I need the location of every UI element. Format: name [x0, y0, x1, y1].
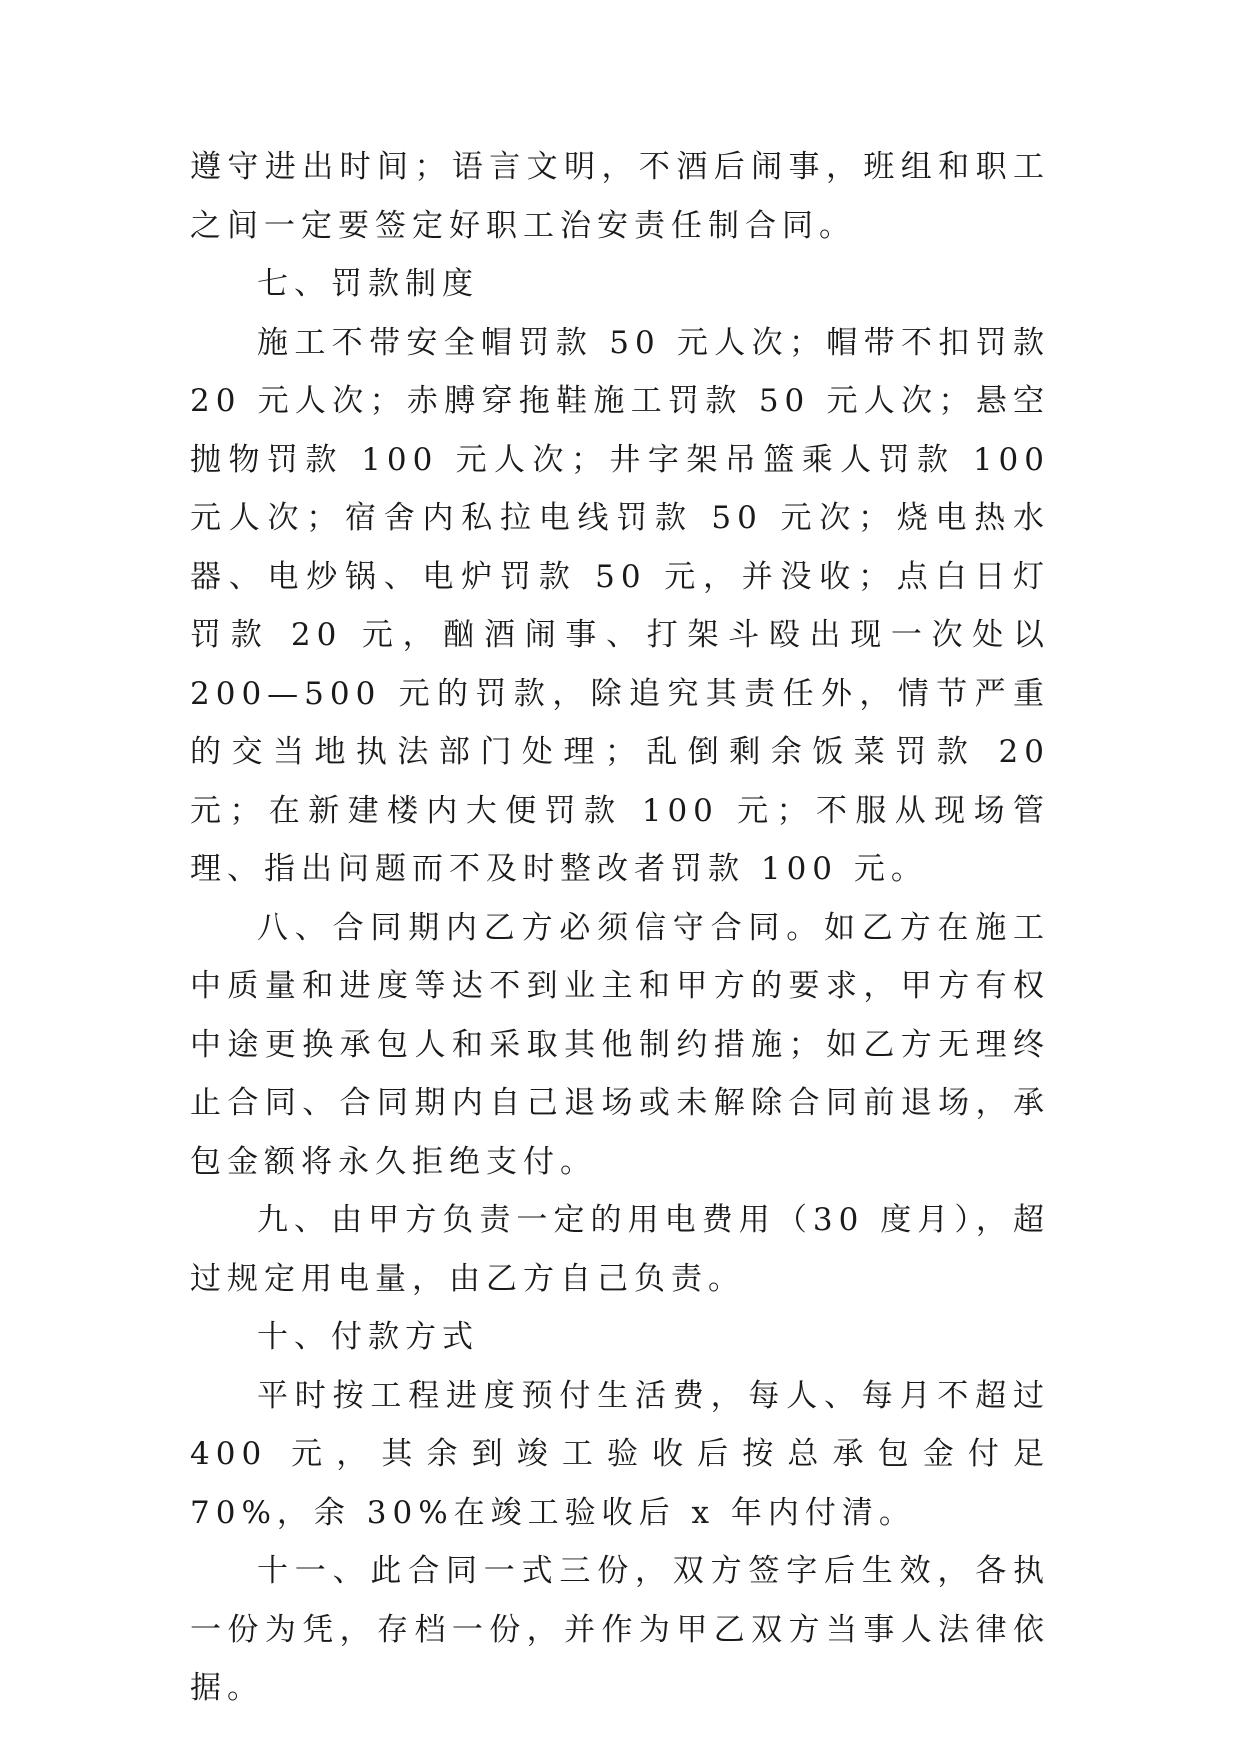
paragraph-payment: 平时按工程进度预付生活费，每人、每月不超过 400 元，其余到竣工验收后按总承包金付足 70%，余 30%在竣工验收后 x 年内付清。 [190, 1377, 1050, 1531]
document-page [190, 138, 1050, 1718]
paragraph-clause-eight: 八、合同期内乙方必须信守合同。如乙方在施工中质量和进度等达不到业主和甲方的要求，甲方有权中途更换承包人和采取其他制约措施；如乙方无理终止合同、合同期内自己退场或未解除合同前退场，承包金额将永久拒绝支付。 [190, 909, 1050, 1180]
section-heading-fines: 七、罚款制度 [257, 266, 479, 302]
paragraph-fines: 施工不带安全帽罚款 50 元人次；帽带不扣罚款 20 元人次；赤膊穿拖鞋施工罚款 50 元人次；悬空抛物罚款 100 元人次；井字架吊篮乘人罚款 100 元人次；宿舍内私拉电线罚款 50 元次；烧电热水器、电炒锅、电炉罚款 50 元，并没收；点白日灯罚款 20 元，酗酒闹事、打架斗殴出现一次处以 200—500 元的罚款，除追究其责任外，情节严重的交当地执法部门处理；乱倒剩余饭菜罚款 20 元；在新建楼内大便罚款 100 元；不服从现场管理、指出问题而不及时整改者罚款 100 元。 [190, 324, 1050, 887]
paragraph-continued: 遵守进出时间；语言文明，不酒后闹事，班组和职工之间一定要签定好职工治安责任制合同。 [190, 149, 1050, 244]
paragraph-clause-nine: 九、由甲方负责一定的用电费用（30 度月），超过规定用电量，由乙方自己负责。 [190, 1202, 1050, 1297]
section-heading-payment: 十、付款方式 [257, 1319, 479, 1355]
paragraph-clause-eleven: 十一、此合同一式三份，双方签字后生效，各执一份为凭，存档一份，并作为甲乙双方当事人法律依据。 [190, 1553, 1050, 1706]
